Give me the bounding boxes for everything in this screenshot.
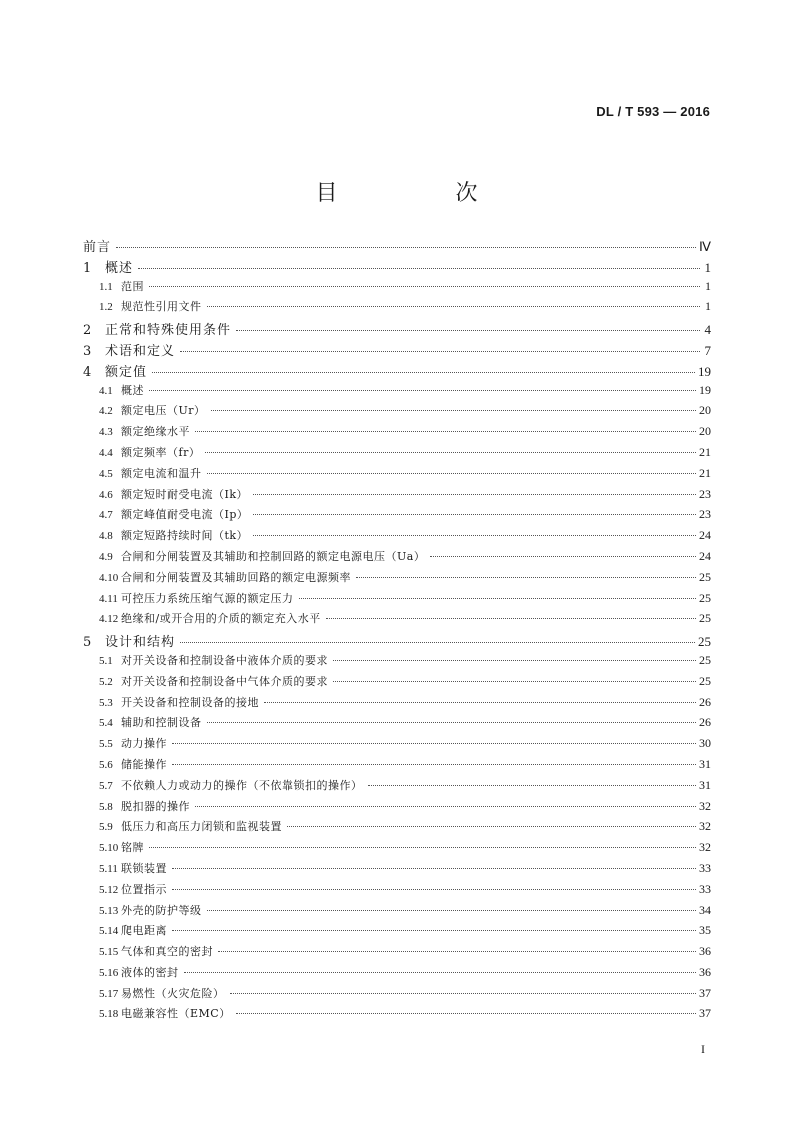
toc-entry[interactable] [83,257,711,278]
toc-entry-page: 1 [705,299,711,314]
toc-leader-dots [253,514,696,515]
toc-entry-number: 1.1 [99,280,113,293]
toc-entry-number: 5.14 [99,925,119,938]
toc-entry[interactable] [83,465,711,486]
toc-entry[interactable] [83,881,711,902]
toc-entry-title: 额定频率（fr） [121,445,201,459]
toc-entry-title: 爬电距离 [121,924,167,938]
toc-leader-dots [152,372,695,373]
toc-entry-number: 5.9 [99,821,113,834]
toc-entry[interactable] [83,590,711,611]
toc-entry-number: 5.10 [99,842,119,855]
toc-entry-number: 5.15 [99,946,119,959]
toc-leader-dots [195,431,696,432]
toc-leader-dots [236,1013,696,1014]
toc-entry-page: 35 [699,923,711,938]
toc-entry-number: 1 [83,260,92,276]
toc-entry-page: 19 [699,382,711,397]
toc-leader-dots [299,598,697,599]
toc-leader-dots [333,681,696,682]
toc-entry-number: 5.17 [99,987,119,1000]
toc-entry-title: 开关设备和控制设备的接地 [121,695,259,709]
toc-leader-dots [253,494,696,495]
toc-entry[interactable] [83,402,711,423]
toc-entry-number: 4 [83,364,92,380]
toc-entry-number: 3 [83,343,92,359]
toc-entry[interactable] [83,943,711,964]
toc-entry-page: 30 [699,736,711,751]
toc-leader-dots [207,910,697,911]
toc-entry-title: 易燃性（火灾危险） [121,986,225,1000]
toc-entry-title: 额定值 [105,364,148,380]
toc-entry[interactable] [83,735,711,756]
toc-entry-page: 32 [699,798,711,813]
toc-entry-title: 额定短时耐受电流（Ik） [121,487,249,501]
toc-entry[interactable] [83,548,711,569]
toc-entry[interactable] [83,652,711,673]
toc-entry-page: 4 [704,322,711,338]
toc-entry-page: 25 [699,590,711,605]
toc-entry-title: 额定电流和温升 [121,466,202,480]
toc-leader-dots [333,660,696,661]
toc-entry-title: 铭牌 [121,841,144,855]
toc-entry[interactable] [83,777,711,798]
toc-entry-title: 储能操作 [121,757,167,771]
toc-entry[interactable] [83,361,711,382]
toc-leader-dots [149,286,700,287]
toc-entry-page: 23 [699,486,711,501]
toc-leader-dots [368,785,697,786]
toc-entry[interactable] [83,444,711,465]
toc-leader-dots [218,951,696,952]
toc-entry-title: 概述 [121,383,144,397]
toc-entry-title: 对开关设备和控制设备中液体介质的要求 [121,653,328,667]
toc-entry-number: 5.3 [99,696,113,709]
toc-entry-page: 33 [699,860,711,875]
toc-entry-title: 辅助和控制设备 [121,716,202,730]
toc-entry-page: 31 [699,777,711,792]
toc-leader-dots [264,702,696,703]
toc-entry-page: 1 [704,259,711,275]
toc-leader-dots [149,390,696,391]
toc-entry-number: 5.6 [99,758,113,771]
toc-entry-title: 对开关设备和控制设备中气体介质的要求 [121,674,328,688]
toc-leader-dots [172,868,696,869]
toc-entry[interactable] [83,610,711,631]
toc-entry[interactable] [83,964,711,985]
toc-leader-dots [211,410,696,411]
toc-entry-number: 5.1 [99,654,113,667]
table-of-contents [83,236,711,1026]
toc-entry-page: 32 [699,840,711,855]
toc-entry[interactable] [83,486,711,507]
toc-entry[interactable] [83,860,711,881]
toc-entry-title: 液体的密封 [121,965,179,979]
toc-entry-page: 26 [699,694,711,709]
toc-entry-title: 额定电压（Ur） [121,404,206,418]
toc-entry-title: 合闸和分闸装置及其辅助和控制回路的额定电源电压（Ua） [121,549,426,563]
toc-leader-dots [356,577,696,578]
toc-entry[interactable] [83,298,711,319]
toc-leader-dots [149,847,696,848]
toc-leader-dots [236,330,700,331]
toc-entry-number: 4.12 [99,613,119,626]
toc-leader-dots [430,556,696,557]
toc-leader-dots [326,618,696,619]
toc-entry-page: 34 [699,902,711,917]
toc-entry[interactable] [83,798,711,819]
page-title: 目 次 [315,181,526,206]
toc-entry-number: 4.2 [99,405,113,418]
toc-entry-title: 绝缘和/或开合用的介质的额定充入水平 [121,612,321,626]
toc-entry-page: 7 [704,342,711,358]
toc-leader-dots [205,452,696,453]
toc-leader-dots [207,306,701,307]
toc-entry-title: 额定峰值耐受电流（Ip） [121,508,249,522]
toc-entry-number: 4.1 [99,384,113,397]
toc-entry-page: 25 [699,673,711,688]
toc-leader-dots [138,268,700,269]
toc-entry-title: 气体和真空的密封 [121,945,213,959]
toc-leader-dots [184,972,697,973]
toc-leader-dots [195,806,696,807]
toc-entry[interactable] [83,756,711,777]
toc-leader-dots [180,351,700,352]
toc-entry-number: 4.6 [99,488,113,501]
toc-entry-title: 设计和结构 [105,635,176,651]
toc-entry[interactable] [83,278,711,299]
toc-entry-page: Ⅳ [699,239,711,254]
toc-entry[interactable] [83,714,711,735]
toc-entry-page: 31 [699,756,711,771]
toc-leader-dots [207,722,697,723]
toc-entry-page: 20 [699,403,711,418]
toc-leader-dots [172,889,696,890]
toc-entry-number: 5.16 [99,966,119,979]
toc-entry[interactable] [83,985,711,1006]
toc-entry-title: 外壳的防护等级 [121,903,202,917]
toc-entry[interactable] [83,902,711,923]
toc-entry-number: 4.9 [99,550,113,563]
toc-entry-number: 4.3 [99,426,113,439]
toc-leader-dots [253,535,696,536]
toc-entry-number: 5 [83,635,92,651]
toc-leader-dots [172,764,696,765]
toc-entry-title: 正常和特殊使用条件 [105,323,232,339]
toc-entry-number: 5.13 [99,904,119,917]
toc-entry-title: 规范性引用文件 [121,300,202,314]
toc-entry-page: 32 [699,819,711,834]
toc-entry-title: 动力操作 [121,737,167,751]
toc-entry-title: 概述 [105,260,134,276]
toc-entry-number: 4.11 [99,592,118,605]
toc-entry[interactable] [83,236,711,257]
toc-entry[interactable] [83,839,711,860]
toc-entry-page: 25 [698,634,711,650]
toc-entry-number: 5.18 [99,1008,119,1021]
toc-entry[interactable] [83,631,711,652]
toc-entry-number: 2 [83,323,92,339]
toc-entry[interactable] [83,319,711,340]
toc-entry[interactable] [83,694,711,715]
toc-entry[interactable] [83,818,711,839]
toc-leader-dots [172,930,696,931]
standard-code: DL / T 593 — 2016 [596,104,710,119]
toc-entry[interactable] [83,673,711,694]
toc-entry-title: 额定短路持续时间（tk） [121,529,249,543]
toc-entry[interactable] [83,922,711,943]
toc-entry-page: 36 [699,944,711,959]
toc-entry-number: 4.5 [99,467,113,480]
toc-entry-page: 1 [705,278,711,293]
toc-entry-page: 25 [699,652,711,667]
toc-entry-title: 前言 [83,240,112,255]
toc-entry-number: 4.4 [99,446,113,459]
toc-entry-page: 33 [699,881,711,896]
toc-entry[interactable] [83,569,711,590]
toc-entry-page: 24 [699,548,711,563]
toc-entry-page: 25 [699,611,711,626]
toc-leader-dots [172,743,696,744]
toc-entry-title: 位置指示 [121,882,167,896]
toc-entry-number: 5.11 [99,862,118,875]
toc-entry-number: 4.8 [99,530,113,543]
toc-entry-page: 23 [699,507,711,522]
toc-entry-title: 术语和定义 [105,343,176,359]
toc-entry-title: 合闸和分闸装置及其辅助回路的额定电源频率 [121,570,351,584]
toc-leader-dots [180,642,695,643]
toc-entry[interactable] [83,527,711,548]
toc-entry-page: 21 [699,444,711,459]
toc-leader-dots [287,826,696,827]
toc-entry-title: 电磁兼容性（EMC） [121,1007,231,1021]
toc-entry-page: 37 [699,985,711,1000]
toc-entry-title: 不依赖人力或动力的操作（不依靠锁扣的操作） [121,778,363,792]
toc-entry-number: 5.4 [99,717,113,730]
toc-entry-page: 20 [699,424,711,439]
toc-entry-page: 19 [698,363,711,379]
toc-entry-number: 5.2 [99,675,113,688]
toc-leader-dots [207,473,697,474]
toc-entry-number: 5.5 [99,738,113,751]
toc-entry[interactable] [83,1005,711,1026]
toc-entry[interactable] [83,382,711,403]
toc-entry-title: 脱扣器的操作 [121,799,190,813]
toc-entry-title: 范围 [121,279,144,293]
toc-entry[interactable] [83,506,711,527]
toc-entry-title: 可控压力系统压缩气源的额定压力 [121,591,294,605]
toc-entry-number: 5.8 [99,800,113,813]
toc-entry[interactable] [83,340,711,361]
toc-entry-title: 额定绝缘水平 [121,425,190,439]
toc-entry[interactable] [83,423,711,444]
page-number: I [701,1042,705,1056]
toc-entry-number: 5.12 [99,883,119,896]
toc-entry-number: 4.10 [99,571,119,584]
toc-leader-dots [230,993,697,994]
toc-entry-page: 37 [699,1006,711,1021]
toc-entry-title: 联锁装置 [121,861,167,875]
toc-entry-page: 26 [699,715,711,730]
toc-entry-number: 1.2 [99,301,113,314]
toc-entry-page: 36 [699,964,711,979]
toc-leader-dots [116,247,696,248]
toc-entry-number: 5.7 [99,779,113,792]
toc-entry-page: 21 [699,465,711,480]
toc-entry-number: 4.7 [99,509,113,522]
toc-entry-title: 低压力和高压力闭锁和监视装置 [121,820,282,834]
toc-entry-page: 25 [699,569,711,584]
toc-entry-page: 24 [699,528,711,543]
